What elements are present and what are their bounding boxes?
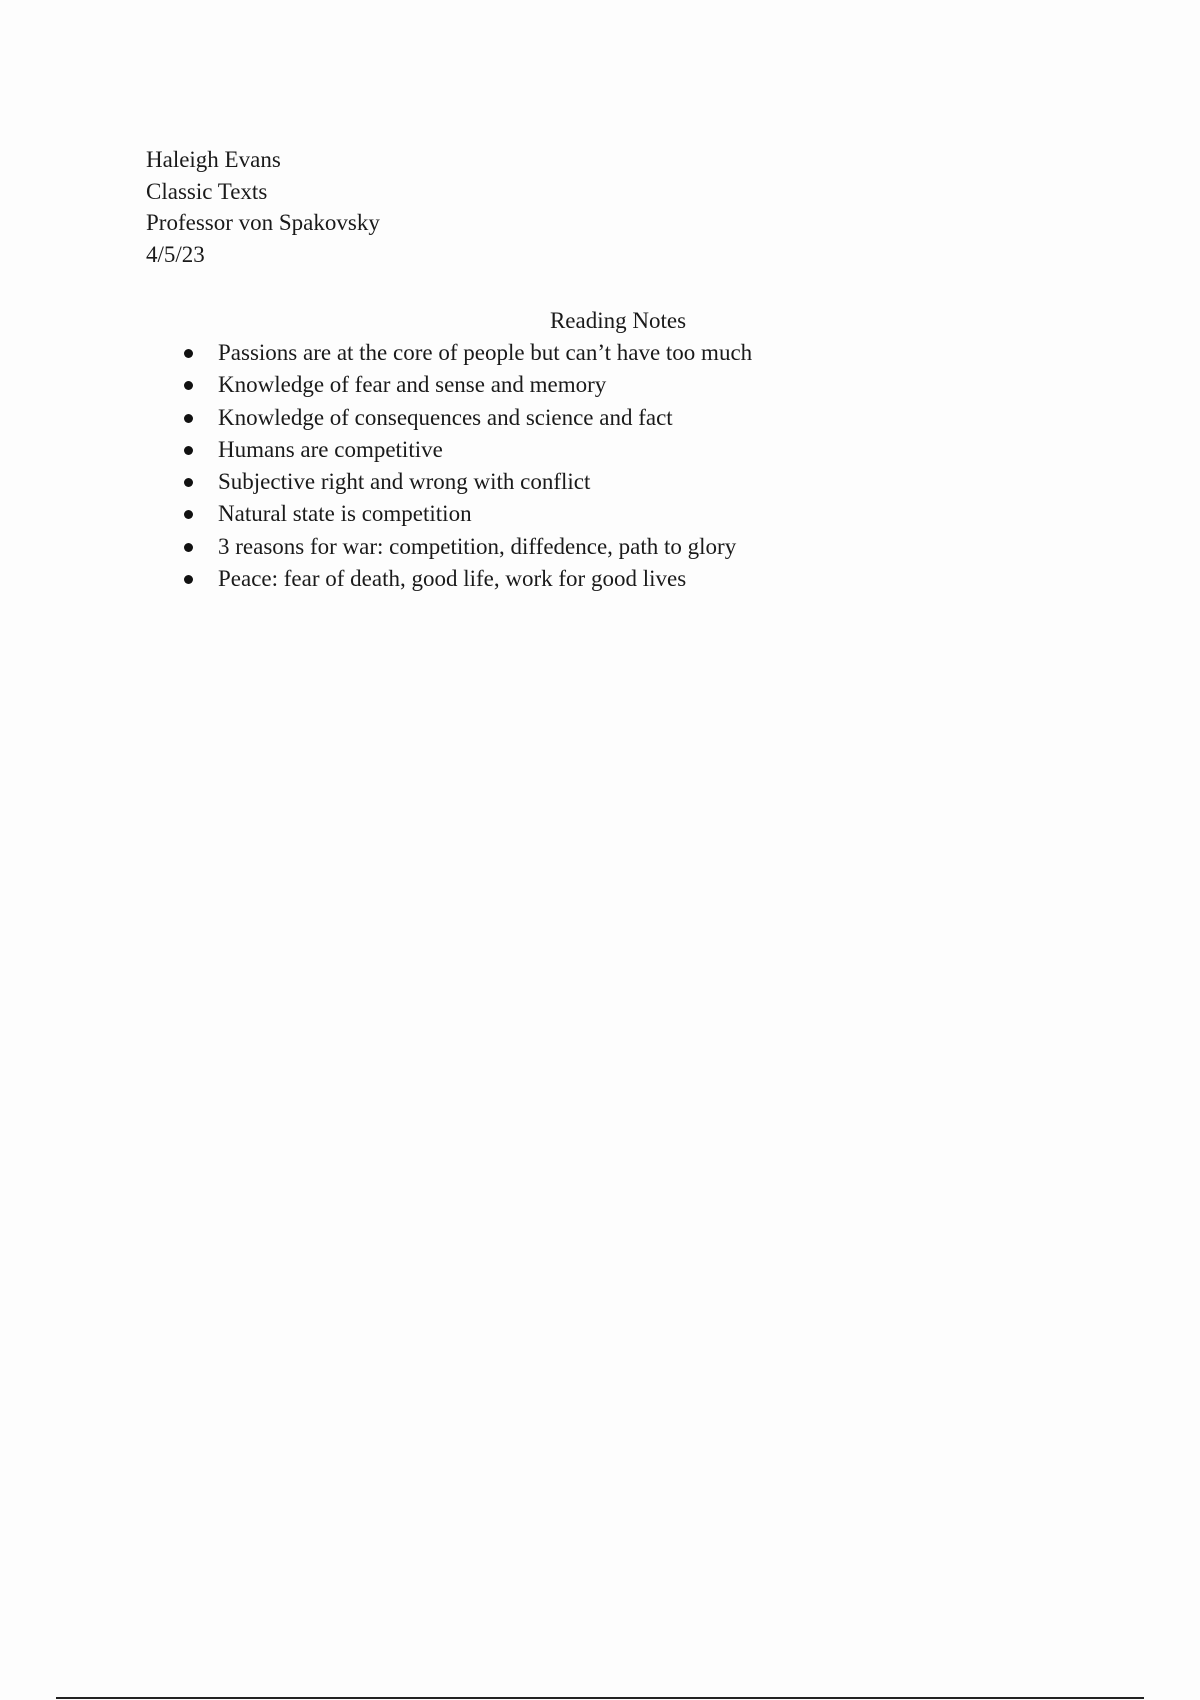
list-item [178,402,752,434]
bullet-icon [184,510,193,519]
note-text: Knowledge of consequences and science and fact [218,404,673,430]
list-item [178,434,752,466]
list-item [178,337,752,369]
document-date: 4/5/23 [146,241,205,267]
document-header [146,144,380,270]
bottom-divider [56,1697,1144,1699]
list-item [178,498,752,530]
note-text: Natural state is competition [218,501,472,527]
note-text: Peace: fear of death, good life, work for good lives [218,566,687,592]
notes-list [178,337,752,595]
bullet-icon [184,414,193,423]
student-name: Haleigh Evans [146,147,281,172]
bullet-icon [184,349,193,358]
bullet-icon [184,543,193,552]
course-name: Classic Texts [146,178,268,204]
note-text: Subjective right and wrong with conflict [218,469,591,495]
list-item [178,531,752,563]
note-text: Humans are competitive [218,436,443,462]
note-text: Passions are at the core of people but can’t have too much [218,340,753,365]
bullet-icon [184,478,193,487]
bullet-icon [184,446,193,455]
list-item [178,466,752,498]
document-title: Reading Notes [549,308,687,333]
note-text: Knowledge of fear and sense and memory [218,372,607,398]
bullet-icon [184,575,193,584]
bullet-icon [184,381,193,390]
list-item [178,369,752,401]
note-text: 3 reasons for war: competition, diffedence, path to glory [218,533,737,559]
list-item [178,563,752,595]
professor-name: Professor von Spakovsky [146,210,380,235]
